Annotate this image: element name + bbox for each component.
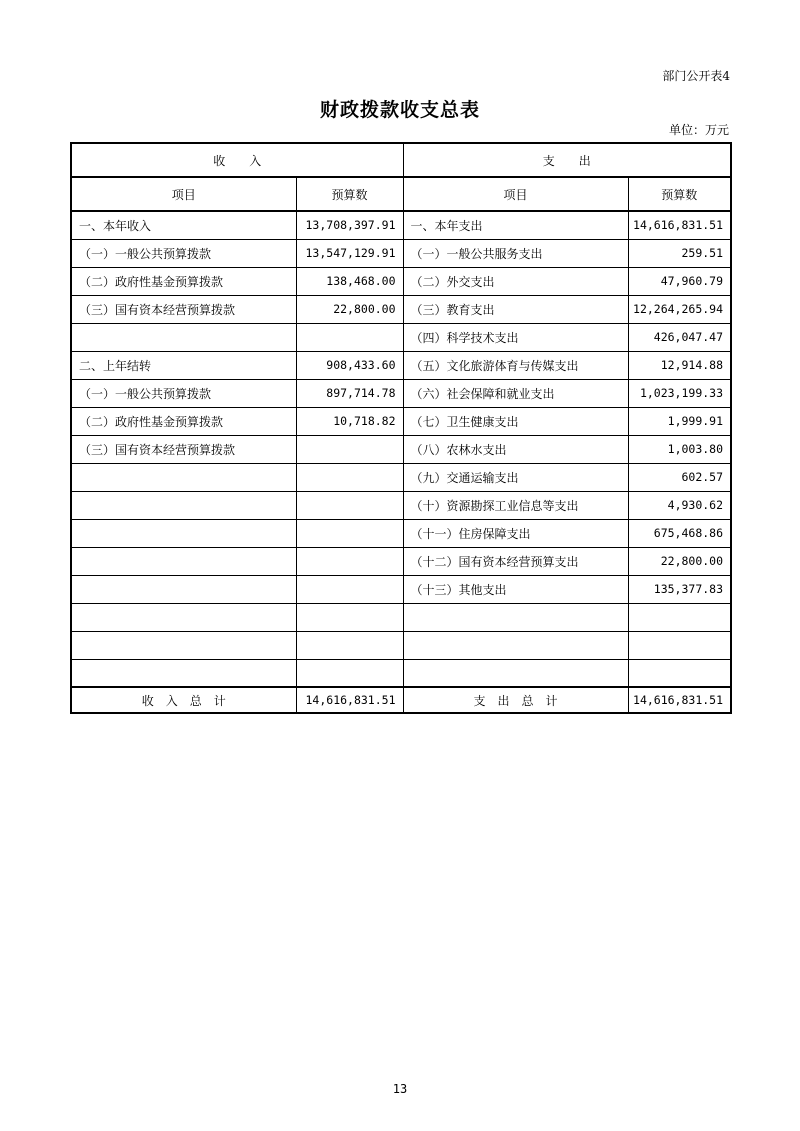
income-amount-cell (296, 323, 403, 351)
income-item-cell: （一）一般公共预算拨款 (71, 379, 296, 407)
expense-item-cell: （九）交通运输支出 (403, 463, 628, 491)
expense-amount-cell: 14,616,831.51 (628, 211, 731, 239)
income-section-header: 收 入 (71, 143, 403, 177)
expense-amount-cell: 1,003.80 (628, 435, 731, 463)
expense-item-cell: （五）文化旅游体育与传媒支出 (403, 351, 628, 379)
expense-item-cell: （十二）国有资本经营预算支出 (403, 547, 628, 575)
expense-total-amount: 14,616,831.51 (628, 687, 731, 713)
income-item-cell (71, 659, 296, 687)
page-number: 13 (392, 1082, 408, 1096)
income-item-cell: （一）一般公共预算拨款 (71, 239, 296, 267)
expense-amount-cell: 47,960.79 (628, 267, 731, 295)
income-amount-cell (296, 435, 403, 463)
table-body (71, 211, 731, 687)
table-row (71, 631, 731, 659)
income-amount-cell: 22,800.00 (296, 295, 403, 323)
expense-item-cell: （七）卫生健康支出 (403, 407, 628, 435)
income-amount-cell: 13,547,129.91 (296, 239, 403, 267)
expense-amount-cell (628, 659, 731, 687)
income-item-cell (71, 519, 296, 547)
expense-amount-cell: 675,468.86 (628, 519, 731, 547)
income-amount-cell (296, 491, 403, 519)
expense-item-cell (403, 603, 628, 631)
table-row (71, 463, 731, 491)
expense-amount-cell: 12,264,265.94 (628, 295, 731, 323)
table-row (71, 547, 731, 575)
expense-item-cell: 一、本年支出 (403, 211, 628, 239)
table-row (71, 659, 731, 687)
expense-item-cell: （一）一般公共服务支出 (403, 239, 628, 267)
income-item-cell (71, 547, 296, 575)
income-item-cell: （二）政府性基金预算拨款 (71, 407, 296, 435)
expense-item-cell: （十一）住房保障支出 (403, 519, 628, 547)
table-row (71, 267, 731, 295)
table-row (71, 519, 731, 547)
document-note: 部门公开表4 (662, 69, 730, 83)
expense-item-cell: （四）科学技术支出 (403, 323, 628, 351)
table-row (71, 323, 731, 351)
income-amount-cell: 908,433.60 (296, 351, 403, 379)
column-header-row (71, 177, 731, 211)
table-row (71, 211, 731, 239)
table-row (71, 603, 731, 631)
table-row (71, 379, 731, 407)
income-item-cell: 二、上年结转 (71, 351, 296, 379)
expenditure-section-header: 支 出 (403, 143, 731, 177)
income-item-cell (71, 323, 296, 351)
income-item-cell: （三）国有资本经营预算拨款 (71, 435, 296, 463)
expense-item-cell: （八）农林水支出 (403, 435, 628, 463)
expense-item-cell: （十）资源勘探工业信息等支出 (403, 491, 628, 519)
expense-amount-cell: 1,023,199.33 (628, 379, 731, 407)
expense-amount-cell: 4,930.62 (628, 491, 731, 519)
expense-item-cell (403, 659, 628, 687)
income-item-cell: 一、本年收入 (71, 211, 296, 239)
income-item-cell (71, 603, 296, 631)
expense-item-cell: （三）教育支出 (403, 295, 628, 323)
income-amount-cell: 138,468.00 (296, 267, 403, 295)
income-amount-cell (296, 463, 403, 491)
table-row (71, 295, 731, 323)
income-item-cell: （二）政府性基金预算拨款 (71, 267, 296, 295)
expense-amount-cell: 426,047.47 (628, 323, 731, 351)
expense-item-cell: （六）社会保障和就业支出 (403, 379, 628, 407)
income-total-label: 收 入 总 计 (71, 687, 296, 713)
income-amount-cell (296, 519, 403, 547)
table-row (71, 351, 731, 379)
expense-amount-cell: 135,377.83 (628, 575, 731, 603)
expense-item-cell: （十三）其他支出 (403, 575, 628, 603)
expense-amount-cell: 259.51 (628, 239, 731, 267)
expense-item-cell (403, 631, 628, 659)
income-item-cell: （三）国有资本经营预算拨款 (71, 295, 296, 323)
expense-amount-cell: 22,800.00 (628, 547, 731, 575)
income-item-cell (71, 463, 296, 491)
income-amount-cell (296, 659, 403, 687)
income-total-amount: 14,616,831.51 (296, 687, 403, 713)
total-row (71, 687, 731, 713)
income-amount-cell (296, 603, 403, 631)
expense-amount-cell (628, 631, 731, 659)
group-header-row (71, 143, 731, 177)
page-title: 财政拨款收支总表 (319, 99, 480, 121)
expense-item-cell: （二）外交支出 (403, 267, 628, 295)
income-item-cell (71, 491, 296, 519)
unit-label: 单位：万元 (668, 123, 729, 137)
income-amount-cell (296, 547, 403, 575)
income-amount-cell: 10,718.82 (296, 407, 403, 435)
expense-item-header: 项目 (403, 177, 628, 211)
table-row (71, 575, 731, 603)
income-budget-header: 预算数 (296, 177, 403, 211)
income-item-cell (71, 575, 296, 603)
expense-budget-header: 预算数 (628, 177, 731, 211)
expense-amount-cell (628, 603, 731, 631)
income-item-header: 项目 (71, 177, 296, 211)
table-row (71, 407, 731, 435)
expense-total-label: 支 出 总 计 (403, 687, 628, 713)
income-amount-cell: 897,714.78 (296, 379, 403, 407)
expense-amount-cell: 602.57 (628, 463, 731, 491)
table-row (71, 491, 731, 519)
table-row (71, 435, 731, 463)
income-amount-cell (296, 575, 403, 603)
budget-table (70, 142, 732, 714)
income-item-cell (71, 631, 296, 659)
table-row (71, 239, 731, 267)
income-amount-cell: 13,708,397.91 (296, 211, 403, 239)
expense-amount-cell: 12,914.88 (628, 351, 731, 379)
expense-amount-cell: 1,999.91 (628, 407, 731, 435)
income-amount-cell (296, 631, 403, 659)
